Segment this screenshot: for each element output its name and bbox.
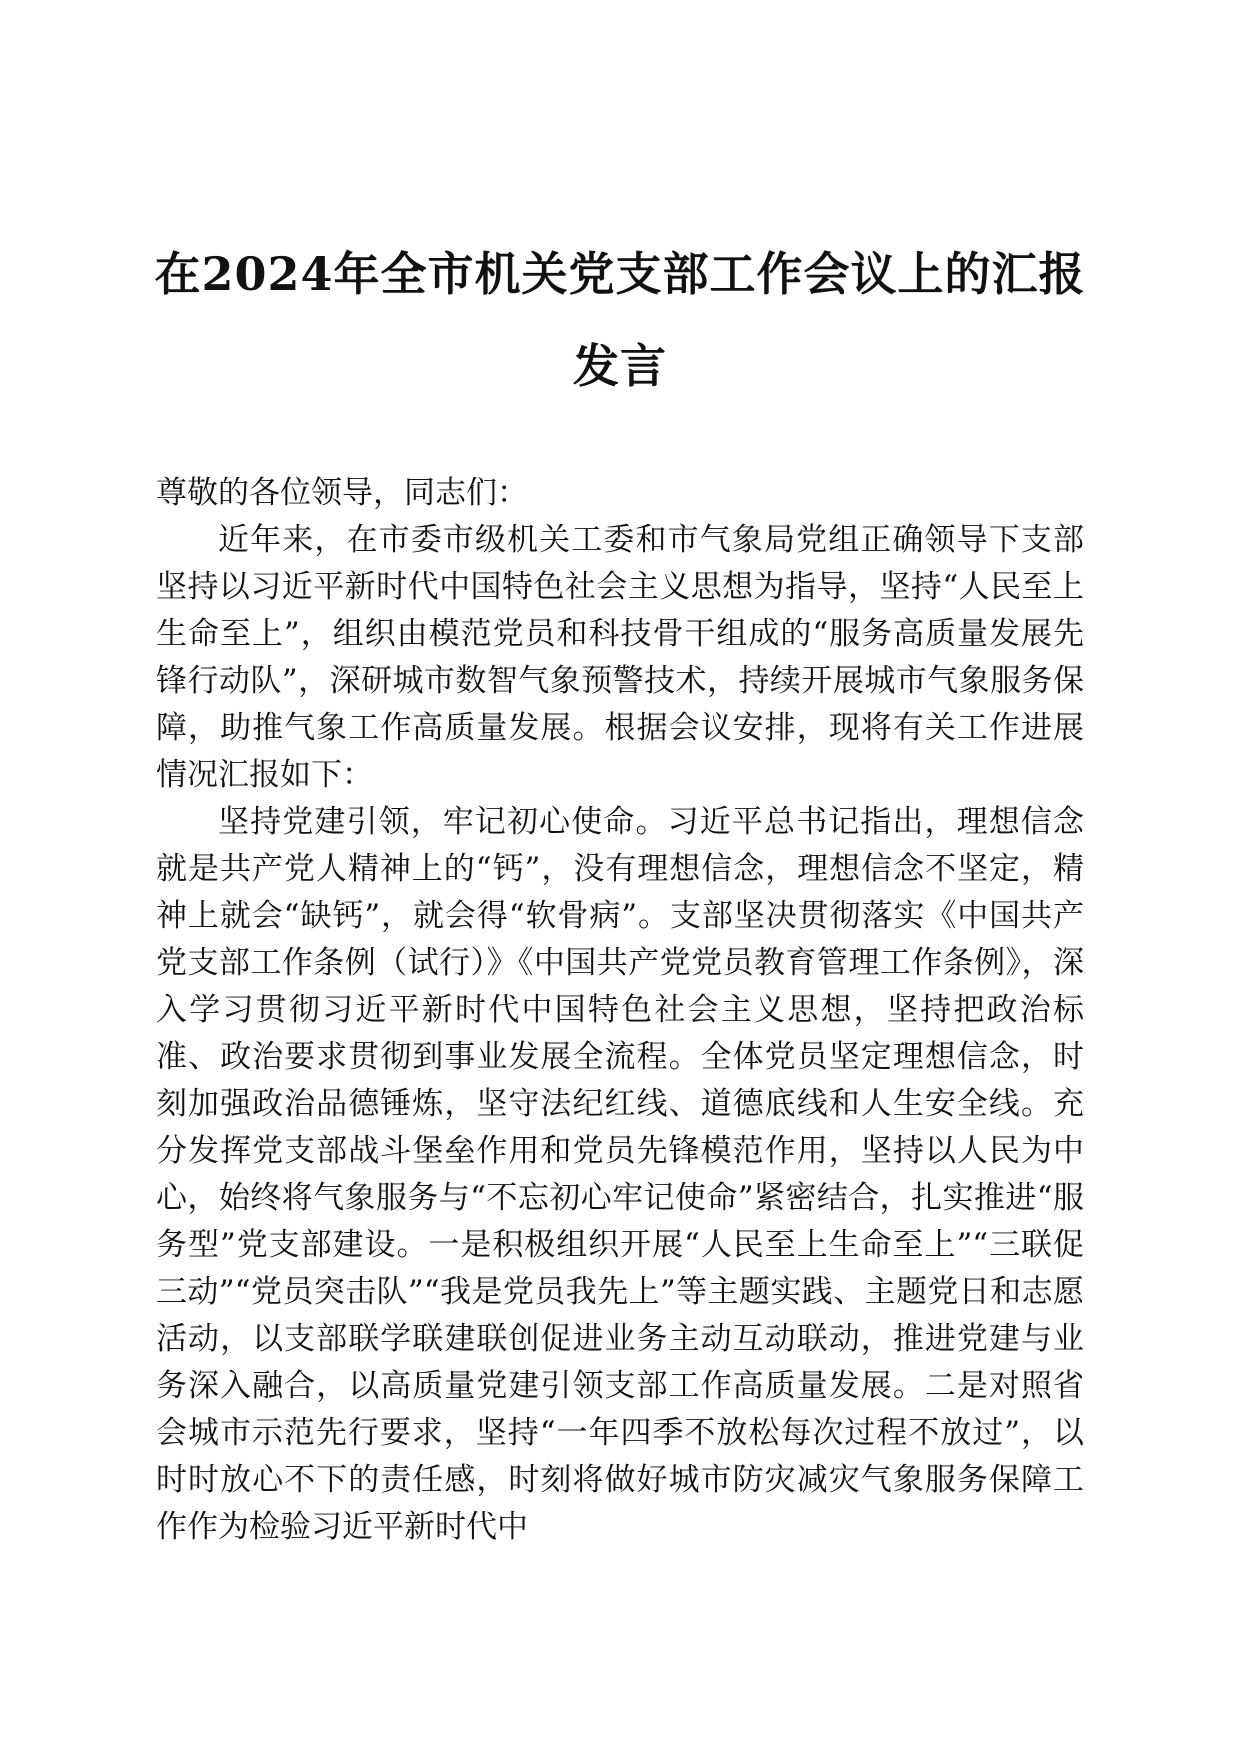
document-body [156, 470, 1084, 1551]
document-title [120, 228, 1120, 412]
title-line-2: 发言 [573, 339, 667, 393]
title-line-1: 在2024年全市机关党支部工作会议上的汇报 [154, 247, 1086, 301]
greeting: 尊敬的各位领导，同志们： [156, 475, 528, 511]
paragraph-intro: 近年来，在市委市级机关工委和市气象局党组正确领导下支部坚持以习近平新时代中国特色社会主义思想为指导，坚持“人民至上生命至上”，组织由模范党员和科技骨干组成的“服务高质量发展先锋行动队”，深研城市数智气象预警技术，持续开展城市气象服务保障，助推气象工作高质量发展。根据会议安排，现将有关工作进展情况汇报如下： [156, 522, 1084, 793]
paragraph-party-building: 坚持党建引领，牢记初心使命。习近平总书记指出，理想信念就是共产党人精神上的“钙”，没有理想信念，理想信念不坚定，精神上就会“缺钙”，就会得“软骨病”。支部坚决贯彻落实《中国共产党支部工作条例（试行）》《中国共产党党员教育管理工作条例》，深入学习贯彻习近平新时代中国特色社会主义思想，坚持把政治标准、政治要求贯彻到事业发展全流程。全体党员坚定理想信念，时刻加强政治品德锤炼，坚守法纪红线、道德底线和人生安全线。充分发挥党支部战斗堡垒作用和党员先锋模范作用，坚持以人民为中心，始终将气象服务与“不忘初心牢记使命”紧密结合，扎实推进“服务型”党支部建设。一是积极组织开展“人民至上生命至上”“三联促三动”“党员突击队”“我是党员我先上”等主题实践、主题党日和志愿活动，以支部联学联建联创促进业务主动互动联动，推进党建与业务深入融合，以高质量党建引领支部工作高质量发展。二是对照省会城市示范先行要求，坚持“一年四季不放松每次过程不放过”，以时时放心不下的责任感，时刻将做好城市防灾减灾气象服务保障工作作为检验习近平新时代中 [156, 804, 1084, 1545]
